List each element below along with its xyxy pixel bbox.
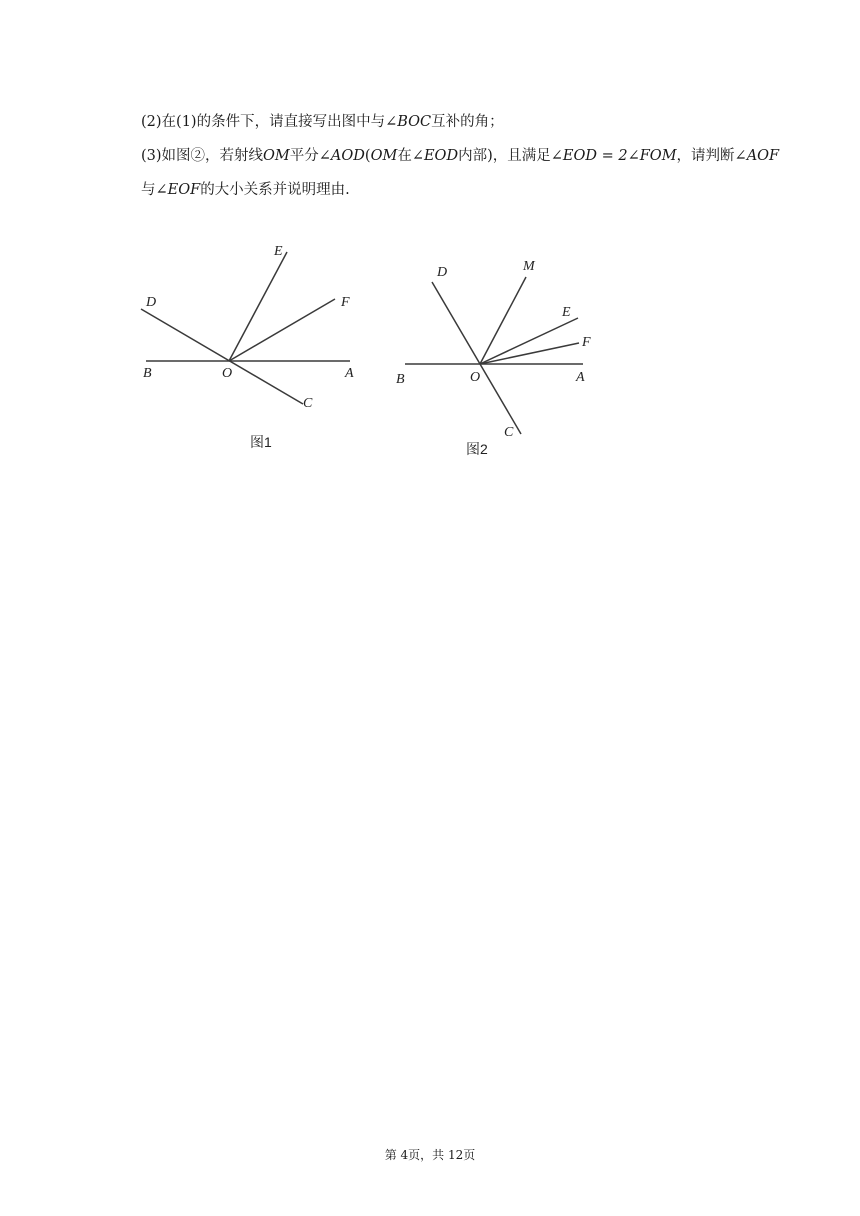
fig1-label-o: O xyxy=(222,366,233,381)
fig2-caption: 图2 xyxy=(466,441,488,457)
math-angle-aof: ∠AOF xyxy=(734,148,780,164)
math-ray-om: OM xyxy=(263,148,290,164)
fig2-ray-of xyxy=(480,343,579,364)
question-part-3-line-1: (3)如图②，若射线OM平分∠AOD(OM在∠EOD内部)，且满足∠EOD = 2∠FOM，请判断∠AOF xyxy=(141,148,780,164)
math-angle-eod: ∠EOD xyxy=(411,148,459,164)
math-angle-aod: ∠AOD xyxy=(318,148,365,164)
fig2-label-a: A xyxy=(576,370,585,385)
fig1-line-dc xyxy=(141,309,303,404)
fig1-label-a: A xyxy=(345,366,354,381)
fig2-label-c: C xyxy=(504,425,514,440)
fig2-label-b: B xyxy=(396,372,405,387)
math-equation: ∠EOD = 2∠FOM xyxy=(550,148,677,164)
math-ray-om-2: OM xyxy=(370,148,398,164)
page-footer: 第 4页，共 12页 xyxy=(384,1148,476,1162)
figure-2 xyxy=(396,259,591,457)
fig1-label-f: F xyxy=(341,295,350,310)
fig1-label-b: B xyxy=(143,366,152,381)
math-angle-boc: ∠BOC xyxy=(385,114,432,130)
fig1-caption: 图1 xyxy=(250,434,272,450)
fig2-label-o: O xyxy=(470,370,481,385)
fig1-label-e: E xyxy=(274,244,283,259)
fig2-ray-oe xyxy=(480,318,578,364)
fig2-label-m: M xyxy=(523,259,535,274)
question-part-2: (2)在(1)的条件下，请直接写出图中与∠BOC互补的角； xyxy=(141,114,504,130)
fig2-label-d: D xyxy=(437,265,448,280)
fig2-label-f: F xyxy=(582,335,591,350)
figure-1 xyxy=(141,244,354,450)
fig2-ray-om xyxy=(480,277,526,364)
fig1-label-d: D xyxy=(146,295,157,310)
fig1-label-c: C xyxy=(303,396,313,411)
math-angle-eof: ∠EOF xyxy=(155,182,201,198)
question-part-3-line-2: 与∠EOF的大小关系并说明理由. xyxy=(141,182,350,198)
fig2-label-e: E xyxy=(562,305,571,320)
